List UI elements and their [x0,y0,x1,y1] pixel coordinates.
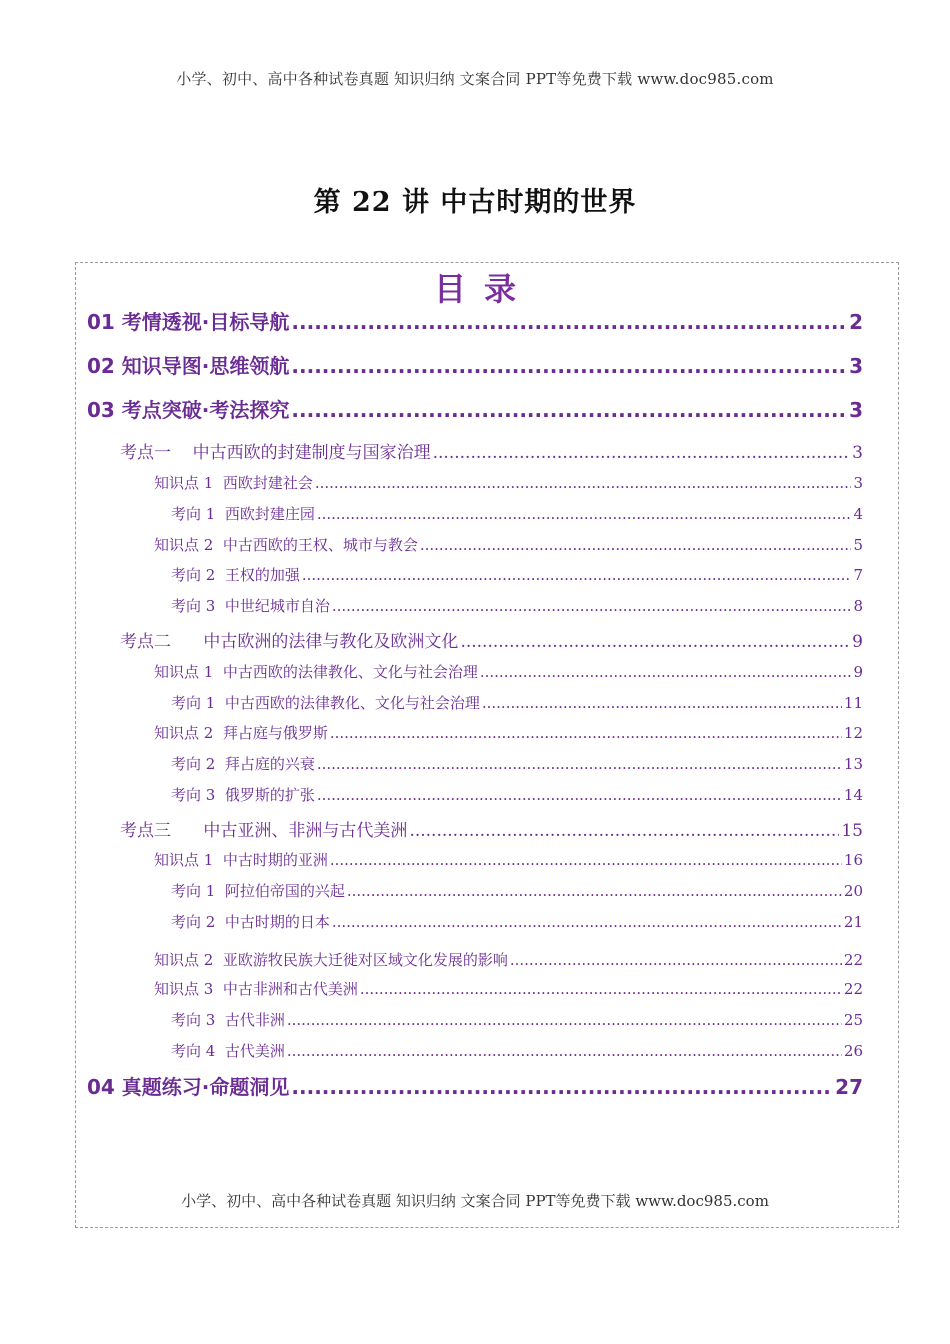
toc-entry-page: 2 [849,310,863,334]
toc-leader [317,786,842,804]
document-title: 第 22 讲 中古时期的世界 [313,187,637,218]
toc-heading: 目录 [433,270,534,308]
toc-leader [332,913,842,931]
toc-entry-page: 3 [853,474,863,492]
toc-entry-page: 5 [853,536,863,554]
toc-leader [480,663,852,681]
toc-leader [482,694,842,712]
toc-entry-section-02[interactable] [87,350,863,379]
toc-entry-page: 21 [843,913,863,931]
toc-entry-section-03[interactable] [87,394,863,423]
toc-entry-label: 考向 3 俄罗斯的扩张 [171,786,315,804]
toc-entry-page: 15 [841,821,863,841]
toc-entry-page: 3 [849,398,863,422]
toc-entry-label: 02 知识导图·思维领航 [87,354,290,378]
toc-entry-page: 3 [852,443,863,463]
toc-leader [409,821,839,841]
toc-entry-page: 12 [843,724,863,742]
toc-entry-page: 22 [843,980,863,998]
toc-entry-label: 考点二 中古欧洲的法律与教化及欧洲文化 [120,632,459,652]
toc-entry-label: 考向 3 中世纪城市自治 [171,597,330,615]
toc-entry-kaoxiang[interactable] [171,564,863,585]
toc-entry-label: 考向 2 中古时期的日本 [171,913,330,931]
toc-leader [291,398,847,422]
toc-leader [332,597,852,615]
toc-entry-zhishidian[interactable] [154,661,863,682]
toc-leader [302,566,852,584]
toc-entry-label: 知识点 2 亚欧游牧民族大迁徙对区域文化发展的影响 [154,951,508,969]
toc-entry-kaoxiang[interactable] [171,595,863,616]
toc-leader [287,1042,842,1060]
page-header: 小学、初中、高中各种试卷真题 知识归纳 文案合同 PPT等免费下载 www.doc985.com [176,70,774,88]
toc-leader [330,724,842,742]
toc-leader [287,1011,842,1029]
toc-entry-page: 14 [843,786,863,804]
toc-leader [291,310,847,334]
toc-entry-zhishidian[interactable] [154,472,863,493]
toc-entry-kaoxiang[interactable] [171,911,863,932]
toc-entry-label: 考向 1 阿拉伯帝国的兴起 [171,882,345,900]
toc-leader [291,354,847,378]
toc-entry-label: 考向 2 拜占庭的兴衰 [171,755,315,773]
toc-entry-label: 知识点 2 中古西欧的王权、城市与教会 [154,536,418,554]
toc-entry-page: 9 [853,663,863,681]
toc-entry-page: 9 [852,632,863,652]
toc-entry-page: 11 [843,694,863,712]
toc-entry-page: 20 [843,882,863,900]
toc-entry-label: 知识点 3 中古非洲和古代美洲 [154,980,358,998]
toc-entry-label: 03 考点突破·考法探究 [87,398,290,422]
toc-entry-kaoxiang[interactable] [171,1009,863,1030]
toc-entry-zhishidian[interactable] [154,534,863,555]
toc-leader [420,536,852,554]
toc-entry-label: 04 真题练习·命题洞见 [87,1075,290,1099]
toc-leader [315,474,852,492]
toc-leader [347,882,842,900]
toc-entry-label: 考点三 中古亚洲、非洲与古代美洲 [120,821,408,841]
toc-entry-label: 01 考情透视·目标导航 [87,310,290,334]
toc-leader [460,632,850,652]
toc-entry-zhishidian[interactable] [154,722,863,743]
toc-entry-page: 22 [843,951,863,969]
toc-entry-page: 13 [843,755,863,773]
toc-entry-zhishidian[interactable] [154,949,863,970]
toc-entry-label: 知识点 1 西欧封建社会 [154,474,313,492]
toc-entry-label: 知识点 2 拜占庭与俄罗斯 [154,724,328,742]
toc-leader [317,755,842,773]
toc-entry-kaoxiang[interactable] [171,692,863,713]
toc-entry-label: 考向 1 西欧封建庄园 [171,505,315,523]
toc-entry-label: 考向 1 中古西欧的法律教化、文化与社会治理 [171,694,480,712]
toc-entry-kaodian-1[interactable] [120,438,863,463]
toc-leader [317,505,852,523]
toc-entry-page: 7 [853,566,863,584]
toc-entry-kaodian-2[interactable] [120,627,863,652]
toc-entry-kaoxiang[interactable] [171,1040,863,1061]
page-footer: 小学、初中、高中各种试卷真题 知识归纳 文案合同 PPT等免费下载 www.doc985.com [181,1192,769,1210]
toc-entry-page: 26 [843,1042,863,1060]
toc-entry-kaodian-3[interactable] [120,816,863,841]
toc-entry-page: 8 [853,597,863,615]
toc-entry-kaoxiang[interactable] [171,880,863,901]
toc-entry-label: 考向 3 古代非洲 [171,1011,285,1029]
toc-leader [330,851,842,869]
toc-entry-kaoxiang[interactable] [171,784,863,805]
toc-entry-label: 知识点 1 中古时期的亚洲 [154,851,328,869]
toc-entry-section-01[interactable] [87,306,863,335]
toc-entry-label: 知识点 1 中古西欧的法律教化、文化与社会治理 [154,663,478,681]
toc-entry-zhishidian[interactable] [154,978,863,999]
toc-entry-page: 27 [835,1075,863,1099]
toc-entry-section-04[interactable] [87,1071,863,1100]
toc-entry-kaoxiang[interactable] [171,753,863,774]
toc-entry-zhishidian[interactable] [154,849,863,870]
toc-entry-label: 考向 4 古代美洲 [171,1042,285,1060]
toc-leader [360,980,842,998]
toc-entry-label: 考向 2 王权的加强 [171,566,300,584]
toc-leader [291,1075,833,1099]
toc-entry-label: 考点一 中古西欧的封建制度与国家治理 [120,443,431,463]
toc-entry-page: 3 [849,354,863,378]
toc-leader [433,443,851,463]
toc-entry-kaoxiang[interactable] [171,503,863,524]
toc-entry-page: 4 [853,505,863,523]
toc-entry-page: 16 [843,851,863,869]
toc-leader [510,951,842,969]
toc-entry-page: 25 [843,1011,863,1029]
